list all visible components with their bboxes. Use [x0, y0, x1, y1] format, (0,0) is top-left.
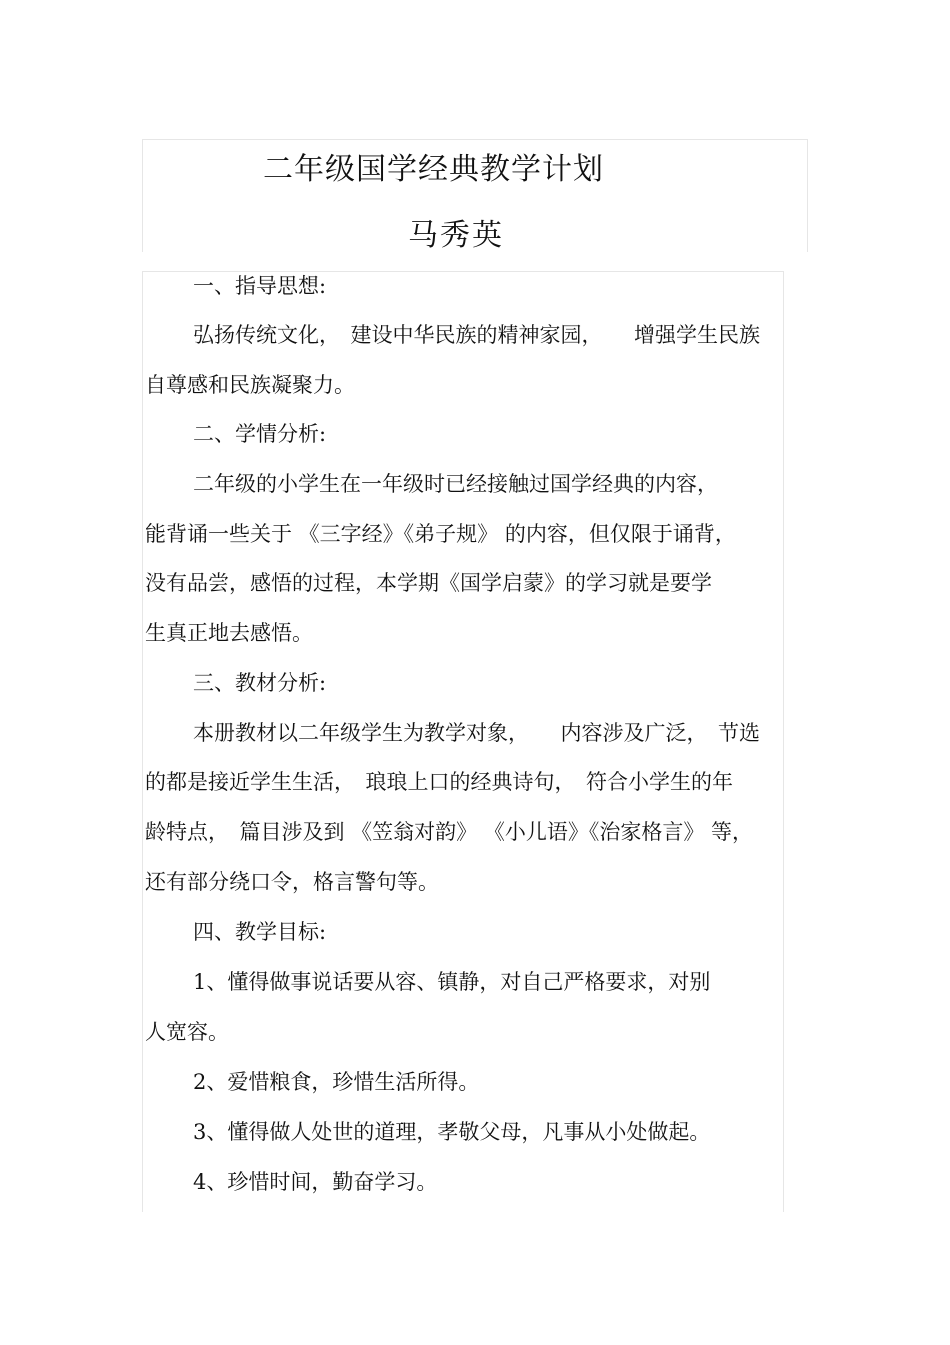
document-body [142, 271, 784, 1212]
paragraph-line: 二年级的小学生在一年级时已经接触过国学经典的内容， [193, 472, 718, 496]
paragraph-line: 弘扬传统文化， 建设中华民族的精神家园， 增强学生民族 [193, 323, 760, 347]
paragraph-line: 能背诵一些关于 《三字经》《弟子规》 的内容，但仅限于诵背， [145, 522, 736, 546]
title-block [142, 139, 808, 252]
goal-item: 3、懂得做人处世的道理，孝敬父母，凡事从小处做起。 [193, 1120, 711, 1144]
paragraph-line: 龄特点， 篇目涉及到 《笠翁对韵》 《小儿语》《治家格言》 等， [145, 820, 754, 844]
paragraph-line: 没有品尝，感悟的过程，本学期《国学启蒙》的学习就是要学 [145, 571, 712, 595]
paragraph-line: 的都是接近学生生活， 琅琅上口的经典诗句， 符合小学生的年 [145, 770, 733, 794]
goal-item: 4、珍惜时间，勤奋学习。 [193, 1170, 438, 1194]
goal-item: 1、懂得做事说话要从容、镇静，对自己严格要求，对别 [193, 970, 711, 994]
goal-item: 2、爱惜粮食，珍惜生活所得。 [193, 1070, 480, 1094]
section-heading-student-analysis: 二、学情分析: [193, 422, 327, 446]
paragraph-line: 还有部分绕口令，格言警句等。 [145, 870, 439, 894]
document-title: 二年级国学经典教学计划 [263, 152, 604, 187]
section-heading-teaching-goals: 四、教学目标: [193, 920, 327, 944]
author-name: 马秀英 [408, 218, 504, 253]
section-heading-textbook-analysis: 三、教材分析: [193, 671, 327, 695]
section-heading-guiding-thought: 一、指导思想: [193, 274, 327, 298]
paragraph-line: 自尊感和民族凝聚力。 [145, 373, 355, 397]
goal-item-continued: 人宽容。 [145, 1020, 229, 1044]
paragraph-line: 本册教材以二年级学生为教学对象， 内容涉及广泛， 节选 [193, 721, 760, 745]
paragraph-line: 生真正地去感悟。 [145, 621, 313, 645]
